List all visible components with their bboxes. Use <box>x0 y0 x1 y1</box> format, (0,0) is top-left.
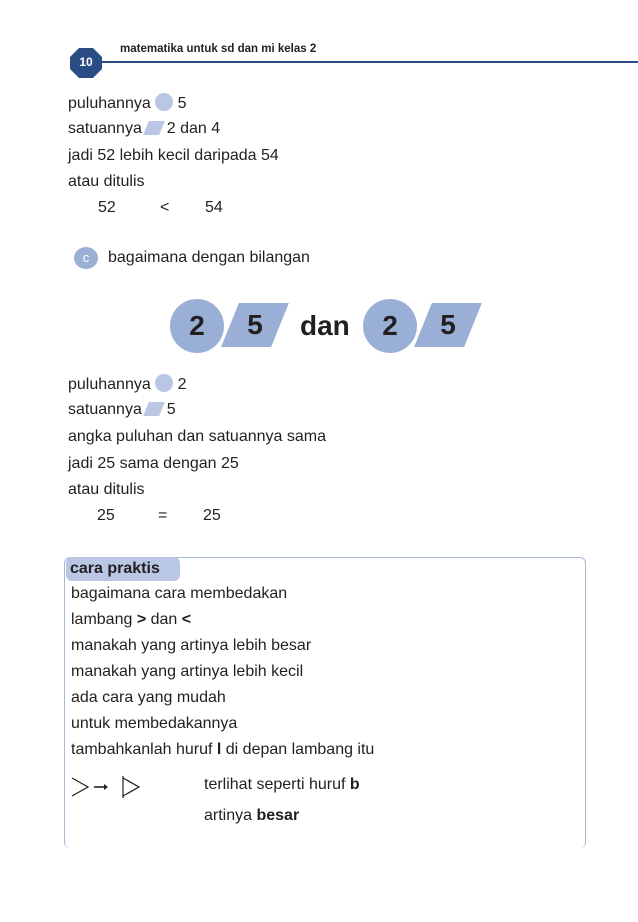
s2-line-tens <box>68 374 187 394</box>
box-line6: untuk membedakannya <box>71 715 238 732</box>
s1-line-ones <box>68 120 220 138</box>
box-line2-lt: < <box>181 611 192 628</box>
tens-circle-icon <box>155 93 173 111</box>
connector-dan: dan <box>300 310 350 341</box>
greater-than-to-b-icon <box>70 774 150 802</box>
page-number-badge <box>70 48 102 78</box>
box-line8-bold: b <box>349 776 360 793</box>
box-line9-bold: besar <box>256 807 300 824</box>
section-c-badge: c <box>74 247 98 269</box>
s1-ones-value: 2 dan 4 <box>166 120 221 137</box>
box-line8-pre: terlihat seperti huruf <box>204 776 350 793</box>
num2-ones: 5 <box>440 309 456 340</box>
s1-ones-label: satuannya <box>68 120 142 137</box>
box-line2-gt: > <box>136 611 147 628</box>
tips-box-title: cara praktis <box>66 557 180 581</box>
num1-ones-parallelogram <box>221 303 289 347</box>
s1-line4: atau ditulis <box>68 173 145 190</box>
header-title: matematika untuk sd dan mi kelas 2 <box>120 43 317 55</box>
box-line9-pre: artinya <box>204 807 257 824</box>
box-line7 <box>71 741 374 759</box>
num1-ones: 5 <box>247 309 263 340</box>
box-line8 <box>204 776 360 794</box>
box-line3: manakah yang artinya lebih besar <box>71 637 312 654</box>
s2-ones-value: 5 <box>166 401 176 418</box>
s1-line3: jadi 52 lebih kecil daripada 54 <box>68 147 279 164</box>
section-c-text: bagaimana dengan bilangan <box>108 249 310 266</box>
s1-tens-label: puluhannya <box>68 95 151 112</box>
box-line4: manakah yang artinya lebih kecil <box>71 663 304 680</box>
box-line2 <box>71 611 191 629</box>
s2-ones-label: satuannya <box>68 401 142 418</box>
tens-circle-icon <box>155 374 173 392</box>
box-line7-post: di depan lambang itu <box>221 741 375 758</box>
s2-cmp-op: = <box>158 507 168 524</box>
ones-parallelogram-icon <box>143 402 165 416</box>
box-line9 <box>204 807 299 825</box>
box-line5: ada cara yang mudah <box>71 689 226 706</box>
s2-line5: atau ditulis <box>68 481 145 498</box>
s1-cmp-right: 54 <box>205 199 223 216</box>
header-rule <box>82 61 638 63</box>
box-line2-pre: lambang <box>71 611 137 628</box>
box-line7-pre: tambahkanlah huruf <box>71 741 217 758</box>
s2-tens-label: puluhannya <box>68 376 151 393</box>
box-line7-letter: l <box>216 741 222 758</box>
s2-cmp-left: 25 <box>97 507 115 524</box>
s1-cmp-op: < <box>160 199 170 216</box>
s1-cmp-left: 52 <box>98 199 116 216</box>
ones-parallelogram-icon <box>143 121 165 135</box>
num1-tens-circle: 2 <box>170 299 224 353</box>
s2-line3: angka puluhan dan satuannya sama <box>68 428 326 445</box>
s1-tens-value: 5 <box>177 95 187 112</box>
s2-line4: jadi 25 sama dengan 25 <box>68 455 239 472</box>
s2-line-ones <box>68 401 176 419</box>
box-line2-mid: dan <box>146 611 182 628</box>
num2-ones-parallelogram <box>414 303 482 347</box>
s2-tens-value: 2 <box>177 376 187 393</box>
page-number: 10 <box>79 55 93 69</box>
s2-cmp-right: 25 <box>203 507 221 524</box>
s1-line-tens <box>68 93 187 113</box>
box-line1: bagaimana cara membedakan <box>71 585 288 602</box>
num2-tens-circle: 2 <box>363 299 417 353</box>
